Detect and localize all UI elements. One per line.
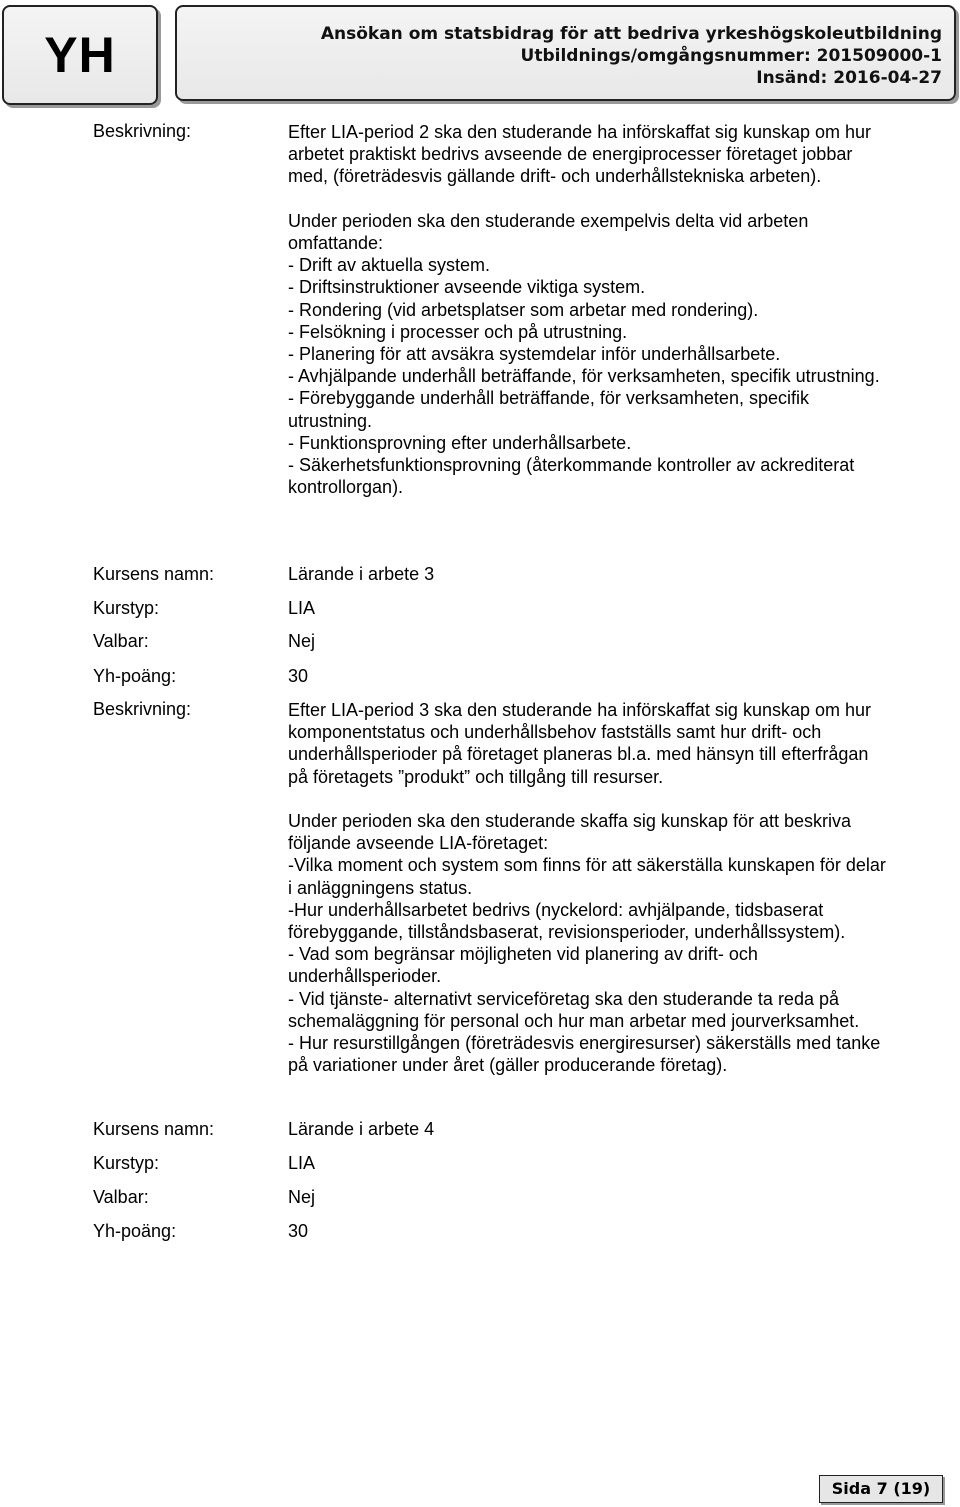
- header-program-number: Utbildnings/omgångsnummer: 201509000-1: [520, 46, 942, 66]
- description-line: följande avseende LIA-företaget:: [288, 833, 549, 854]
- yh-logo: [2, 5, 158, 105]
- description-line: - Funktionsprovning efter underhållsarbete.: [288, 432, 632, 453]
- description-line: - Förebyggande underhåll beträffande, för verksamheten, specifik: [288, 388, 809, 409]
- description-line: i anläggningens status.: [288, 877, 473, 898]
- course3-type-label: Kurstyp:: [93, 598, 160, 618]
- course3-description: [288, 699, 953, 1076]
- section1-description: [288, 121, 953, 498]
- course4-type-label: Kurstyp:: [93, 1153, 160, 1173]
- description-line: -Hur underhållsarbetet bedrivs (nyckelord: avhjälpande, tidsbaserat: [288, 899, 824, 920]
- course3-optional-label: Valbar:: [93, 631, 149, 651]
- description-line: - Säkerhetsfunktionsprovning (återkommande kontroller av ackrediterat: [288, 455, 855, 476]
- document-header: [175, 5, 956, 101]
- description-line: förebyggande, tillståndsbaserat, revisionsperioder, underhållssystem).: [288, 922, 846, 943]
- course3-points-label: Yh-poäng:: [93, 666, 177, 686]
- description-line: Efter LIA-period 2 ska den studerande ha införskaffat sig kunskap om hur: [288, 122, 872, 142]
- description-line: underhållsperioder.: [288, 966, 442, 987]
- header-title: Ansökan om statsbidrag för att bedriva yrkeshögskoleutbildning: [320, 24, 942, 44]
- course4-optional-label: Valbar:: [93, 1187, 149, 1207]
- course4-name-label: Kursens namn:: [93, 1119, 215, 1139]
- description-line: [288, 788, 953, 810]
- description-line: - Driftsinstruktioner avseende viktiga system.: [288, 277, 646, 298]
- description-line: på variationer under året (gäller producerande företag).: [288, 1055, 728, 1076]
- description-line: underhållsperioder på företaget planeras bl.a. med hänsyn till efterfrågan: [288, 744, 869, 765]
- course4-points-label: Yh-poäng:: [93, 1221, 177, 1241]
- course4-optional: Nej: [288, 1187, 316, 1207]
- course4-type: LIA: [288, 1153, 316, 1173]
- description-line: omfattande:: [288, 233, 384, 254]
- description-line: Efter LIA-period 3 ska den studerande ha införskaffat sig kunskap om hur: [288, 700, 872, 720]
- description-line: arbetet praktiskt bedrivs avseende de energiprocesser företaget jobbar: [288, 144, 853, 165]
- course4-points: 30: [288, 1221, 309, 1241]
- description-line: Under perioden ska den studerande exempelvis delta vid arbeten: [288, 210, 809, 231]
- description-line: - Drift av aktuella system.: [288, 255, 491, 276]
- course4-name: Lärande i arbete 4: [288, 1119, 435, 1139]
- section1-description-label: Beskrivning:: [93, 121, 192, 141]
- description-line: -Vilka moment och system som finns för att säkerställa kunskapen för delar: [288, 855, 886, 876]
- description-line: - Vid tjänste- alternativt serviceföretag ska den studerande ta reda på: [288, 988, 839, 1009]
- header-submitted-date: Insänd: 2016-04-27: [756, 68, 942, 88]
- logo-text: YH: [44, 27, 116, 83]
- course3-optional: Nej: [288, 631, 316, 651]
- course3-name-label: Kursens namn:: [93, 564, 215, 584]
- description-line: - Planering för att avsäkra systemdelar inför underhållsarbete.: [288, 344, 781, 365]
- description-line: kontrollorgan).: [288, 477, 404, 498]
- description-line: utrustning.: [288, 410, 373, 431]
- description-line: Under perioden ska den studerande skaffa sig kunskap för att beskriva: [288, 811, 852, 832]
- description-line: schemaläggning för personal och hur man arbetar med jourverksamhet.: [288, 1010, 860, 1031]
- course3-type: LIA: [288, 598, 316, 618]
- description-line: - Avhjälpande underhåll beträffande, för verksamheten, specifik utrustning.: [288, 366, 880, 387]
- description-line: på företagets ”produkt” och tillgång till resurser.: [288, 766, 664, 787]
- description-line: med, (företrädesvis gällande drift- och underhållstekniska arbeten).: [288, 166, 822, 187]
- description-line: [288, 188, 953, 210]
- description-line: - Hur resurstillgången (företrädesvis energiresurser) säkerställs med tanke: [288, 1033, 881, 1054]
- description-line: - Vad som begränsar möjligheten vid planering av drift- och: [288, 944, 758, 965]
- description-line: - Rondering (vid arbetsplatser som arbetar med rondering).: [288, 299, 759, 320]
- description-line: - Felsökning i processer och på utrustning.: [288, 321, 628, 342]
- description-line: komponentstatus och underhållsbehov fastställs samt hur drift- och: [288, 722, 822, 743]
- course3-name: Lärande i arbete 3: [288, 564, 435, 584]
- page-number: Sida 7 (19): [819, 1475, 943, 1503]
- course3-description-label: Beskrivning:: [93, 699, 192, 719]
- course3-points: 30: [288, 666, 309, 686]
